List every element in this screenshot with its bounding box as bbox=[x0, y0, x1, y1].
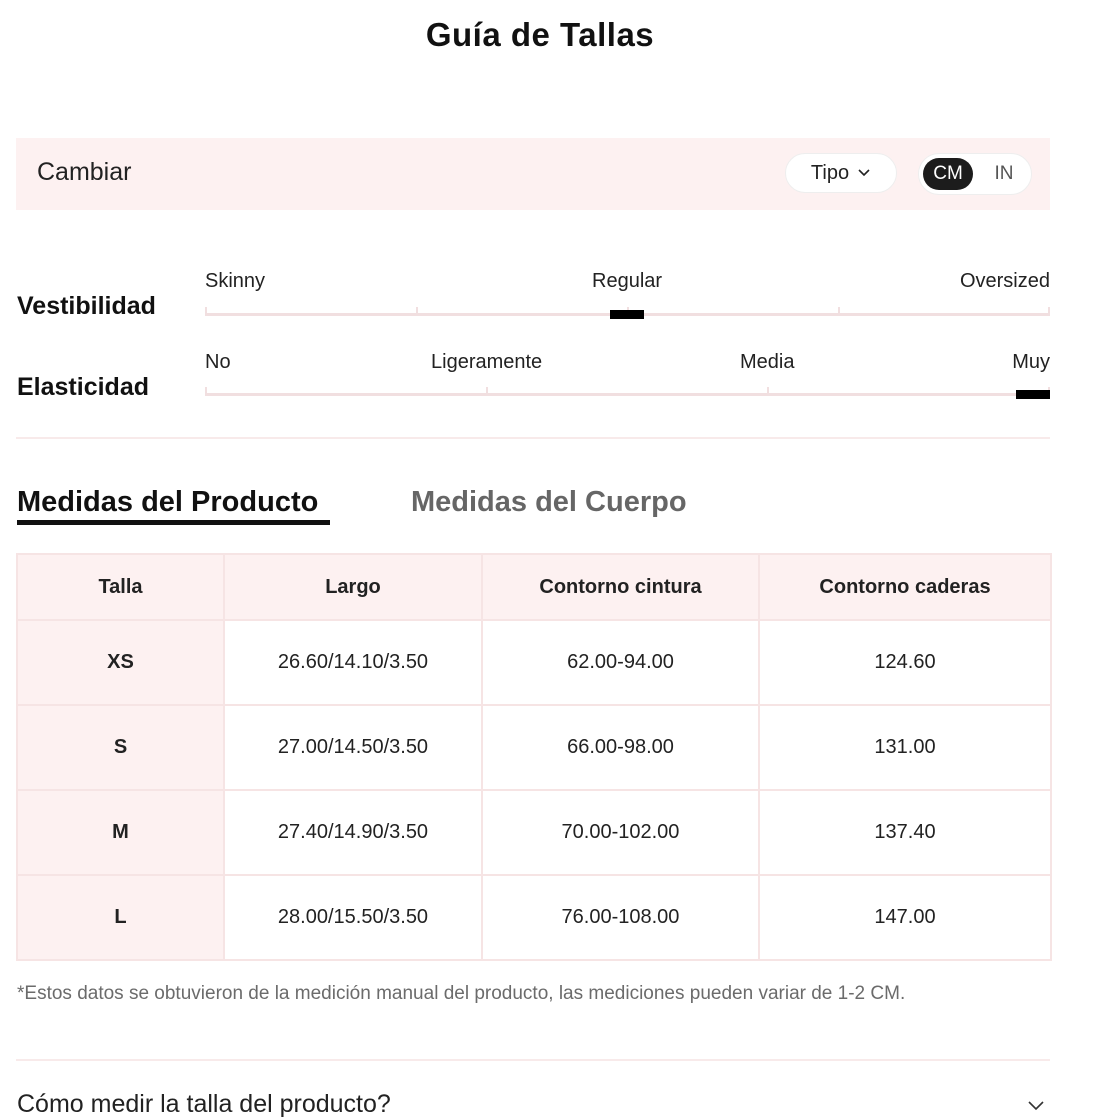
tab-body-measurements[interactable]: Medidas del Cuerpo bbox=[411, 486, 687, 518]
elasticity-option-ligeramente: Ligeramente bbox=[431, 351, 543, 373]
fit-tick bbox=[205, 307, 207, 315]
size-table bbox=[16, 553, 1052, 961]
elasticity-option-media: Media bbox=[740, 351, 795, 373]
switch-label: Cambiar bbox=[37, 158, 132, 186]
hips-cell: 147.00 bbox=[759, 875, 1051, 960]
unit-cm-option[interactable]: CM bbox=[923, 158, 973, 190]
table-header-row bbox=[17, 554, 1051, 620]
fit-option-regular: Regular bbox=[592, 270, 663, 292]
elasticity-option-muy: Muy bbox=[1012, 351, 1050, 373]
waist-cell: 76.00-108.00 bbox=[482, 875, 759, 960]
fit-selected-marker bbox=[610, 310, 644, 319]
fit-tick bbox=[838, 307, 840, 315]
type-dropdown-label: Tipo bbox=[810, 161, 850, 184]
type-dropdown-button[interactable] bbox=[785, 153, 897, 193]
size-cell: L bbox=[17, 875, 224, 960]
measurement-note: *Estos datos se obtuvieron de la medición manual del producto, las mediciones pueden variar de 1-2 CM. bbox=[17, 983, 906, 1004]
how-to-measure-toggle[interactable]: Cómo medir la talla del producto? bbox=[17, 1090, 391, 1118]
table-row bbox=[17, 705, 1051, 790]
header-hips: Contorno caderas bbox=[759, 554, 1051, 620]
elasticity-scale-track bbox=[205, 393, 1050, 396]
size-cell: XS bbox=[17, 620, 224, 705]
chevron-down-icon[interactable] bbox=[1026, 1098, 1046, 1112]
hips-cell: 131.00 bbox=[759, 705, 1051, 790]
fit-scale-track bbox=[205, 313, 1050, 316]
table-row bbox=[17, 790, 1051, 875]
table-row bbox=[17, 620, 1051, 705]
length-cell: 27.40/14.90/3.50 bbox=[224, 790, 482, 875]
elasticity-selected-marker bbox=[1016, 390, 1050, 399]
elasticity-tick bbox=[767, 387, 769, 395]
fit-option-oversized: Oversized bbox=[959, 270, 1050, 292]
fit-label: Vestibilidad bbox=[17, 292, 156, 320]
tab-product-measurements[interactable]: Medidas del Producto bbox=[17, 486, 319, 518]
elasticity-tick bbox=[486, 387, 488, 395]
length-cell: 26.60/14.10/3.50 bbox=[224, 620, 482, 705]
size-cell: S bbox=[17, 705, 224, 790]
fit-tick bbox=[416, 307, 418, 315]
header-length: Largo bbox=[224, 554, 482, 620]
unit-toggle bbox=[918, 153, 1032, 195]
elasticity-option-no: No bbox=[205, 351, 231, 373]
unit-in-option[interactable]: IN bbox=[994, 163, 1014, 184]
length-cell: 28.00/15.50/3.50 bbox=[224, 875, 482, 960]
table-row bbox=[17, 875, 1051, 960]
elasticity-label: Elasticidad bbox=[17, 373, 149, 401]
fit-tick bbox=[1048, 307, 1050, 315]
size-cell: M bbox=[17, 790, 224, 875]
fit-option-skinny: Skinny bbox=[205, 270, 266, 292]
chevron-down-icon bbox=[857, 166, 871, 180]
hips-cell: 124.60 bbox=[759, 620, 1051, 705]
unit-switch-bar bbox=[16, 138, 1050, 210]
hips-cell: 137.40 bbox=[759, 790, 1051, 875]
elasticity-tick bbox=[205, 387, 207, 395]
waist-cell: 62.00-94.00 bbox=[482, 620, 759, 705]
section-divider bbox=[16, 437, 1050, 439]
header-size: Talla bbox=[17, 554, 224, 620]
header-waist: Contorno cintura bbox=[482, 554, 759, 620]
length-cell: 27.00/14.50/3.50 bbox=[224, 705, 482, 790]
waist-cell: 70.00-102.00 bbox=[482, 790, 759, 875]
page-title: Guía de Tallas bbox=[425, 16, 655, 53]
section-divider bbox=[16, 1059, 1050, 1061]
active-tab-underline bbox=[17, 520, 330, 525]
waist-cell: 66.00-98.00 bbox=[482, 705, 759, 790]
